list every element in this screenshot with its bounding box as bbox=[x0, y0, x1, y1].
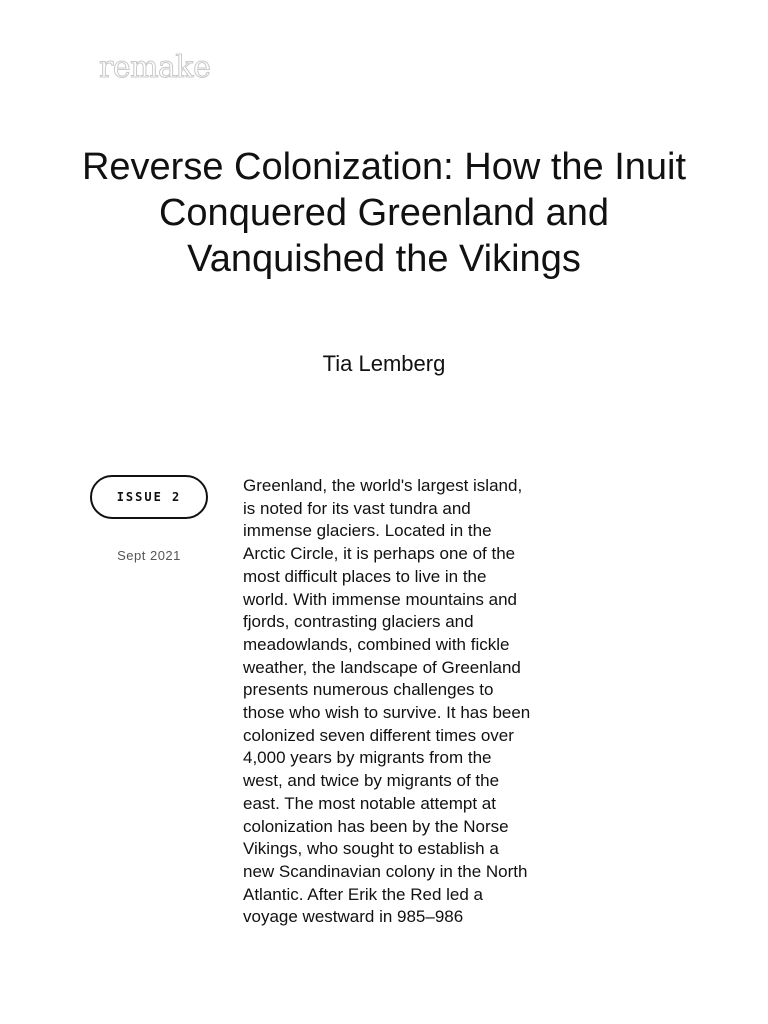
article-author: Tia Lemberg bbox=[322, 351, 446, 376]
article-title: Reverse Colonization: How the Inuit Conquered Greenland and Vanquished the Vikings bbox=[81, 146, 687, 280]
issue-badge[interactable]: ISSUE 2 bbox=[90, 475, 208, 519]
publication-date: Sept 2021 bbox=[117, 548, 181, 563]
remake-logo[interactable]: remake bbox=[99, 50, 211, 85]
article-body: Greenland, the world's largest island, is noted for its vast tundra and immense glaciers. Located in the Arctic Circle, it is perhaps one of the most difficult places to live in the world. With immense mountains and fjords, contrasting glaciers and meadowlands, combined with fickle weather, the landscape of Greenland presents numerous challenges to those who wish to survive. It has been colonized seven different times over 4,000 years by migrants from the west, and twice by migrants of the east. The most notable attempt at colonization has been by the Norse Vikings, who sought to establish a new Scandinavian colony in the North Atlantic. After Erik the Red led a voyage westward in 985–986 bbox=[243, 476, 531, 927]
